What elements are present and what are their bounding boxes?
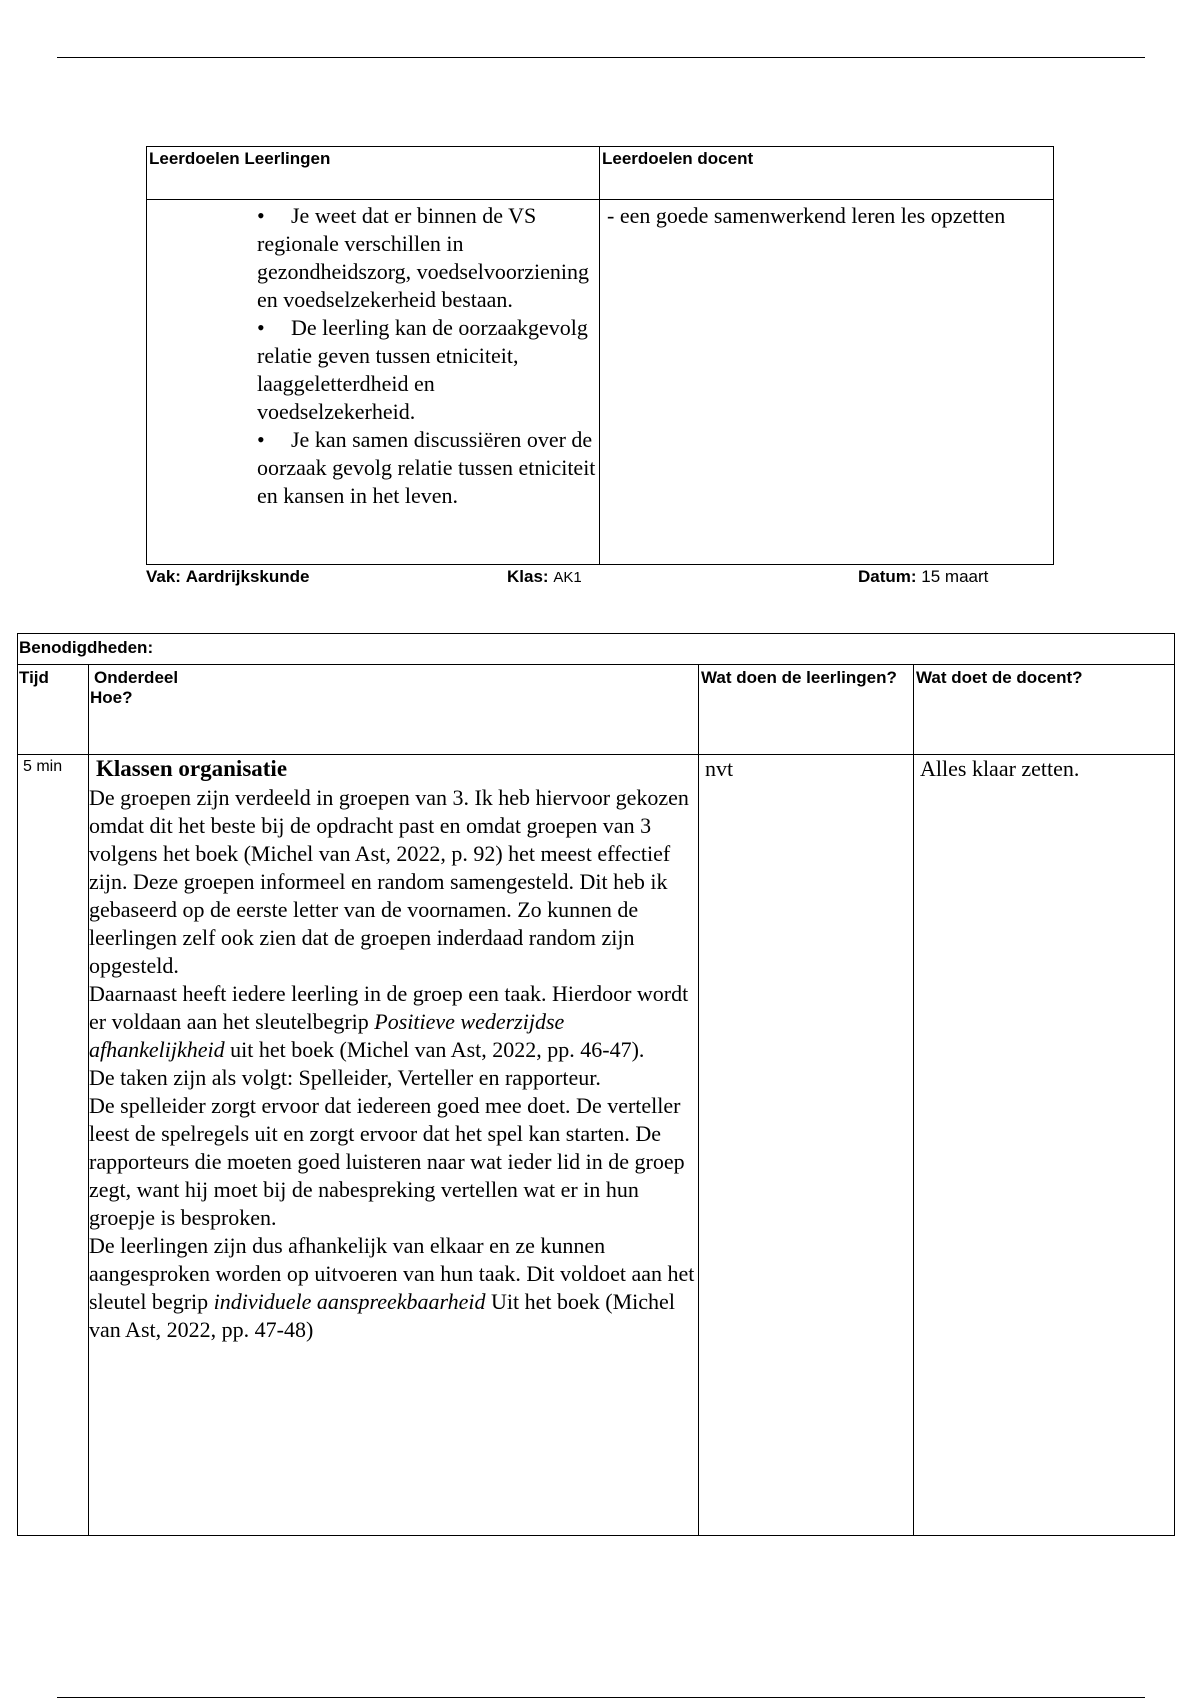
student-goals-header: Leerdoelen Leerlingen (149, 149, 331, 168)
paragraph: Daarnaast heeft iedere leerling in de groep een taak. Hierdoor wordt er voldaan aan het sleutelbegrip Positieve wederzijdse afhankelijkheid uit het boek (Michel van Ast, 2022, pp. 46-47). (89, 981, 689, 1062)
materials-label: Benodigdheden: (19, 638, 154, 657)
bullet-icon: • (257, 315, 265, 340)
row-time: 5 min (23, 758, 63, 775)
students-activity: nvt (705, 756, 734, 781)
list-item: • Je kan samen discussiëren over de oorzaak gevolg relatie tussen etniciteit en kansen in het leven. (257, 427, 596, 508)
lesson-plan-table (17, 633, 1175, 1536)
table-divider (913, 664, 914, 1535)
col-header-part: Onderdeel Hoe? (90, 668, 179, 707)
col-header-students: Wat doen de leerlingen? (701, 668, 897, 687)
class-field: Klas: AK1 (507, 567, 582, 586)
table-divider (147, 199, 1053, 200)
bullet-icon: • (257, 203, 265, 228)
paragraph: De groepen zijn verdeeld in groepen van 3. Ik heb hiervoor gekozen omdat dit het beste bij de opdracht past en omdat groepen van 3 volgens het boek (Michel van Ast, 2022, p. 92) het meest effectief zijn. Deze groepen informeel en random samengesteld. Dit heb ik gebaseerd op de eerste letter van de voornamen. Zo kunnen de leerlingen zelf ook zien dat de groepen inderdaad random zijn opgesteld. (89, 785, 689, 978)
header-rule (57, 57, 1145, 58)
teacher-activity: Alles klaar zetten. (920, 756, 1080, 781)
subject-field: Vak: Aardrijkskunde (146, 567, 310, 586)
section-body (89, 784, 695, 1344)
bullet-icon: • (257, 427, 265, 452)
table-divider (18, 664, 1174, 665)
paragraph: De spelleider zorgt ervoor dat iedereen goed mee doet. De verteller leest de spelregels uit en zorgt ervoor dat het spel kan starten. De rapporteurs die moeten goed luisteren naar wat ieder lid in de groep zegt, want hij moet bij de nabespreking vertellen wat er in hun groepje is besproken. (89, 1093, 685, 1230)
list-item: • Je weet dat er binnen de VS regionale verschillen in gezondheidszorg, voedselvoorziening en voedselzekerheid bestaan. (257, 203, 589, 312)
footer-rule (57, 1697, 1145, 1698)
learning-goals-table (146, 146, 1054, 565)
teacher-goal-text: - een goede samenwerkend leren les opzetten (607, 203, 1006, 228)
paragraph: De taken zijn als volgt: Spelleider, Verteller en rapporteur. (89, 1065, 601, 1090)
teacher-goals-header: Leerdoelen docent (602, 149, 754, 168)
paragraph: De leerlingen zijn dus afhankelijk van elkaar en ze kunnen aangesproken worden op uitvoeren van hun taak. Dit voldoet aan het sleutel begrip individuele aanspreekbaarheid Uit het boek (Michel van Ast, 2022, pp. 47-48) (89, 1233, 695, 1342)
date-field: Datum: 15 maart (858, 567, 989, 586)
col-header-teacher: Wat doet de docent? (916, 668, 1083, 687)
col-header-time: Tijd (19, 668, 49, 687)
student-goals-list (257, 202, 597, 510)
section-title: Klassen organisatie (96, 756, 288, 781)
table-divider (698, 664, 699, 1535)
list-item: • De leerling kan de oorzaakgevolg relatie geven tussen etniciteit, laaggeletterdheid en voedselzekerheid. (257, 315, 588, 424)
table-divider (599, 147, 600, 564)
